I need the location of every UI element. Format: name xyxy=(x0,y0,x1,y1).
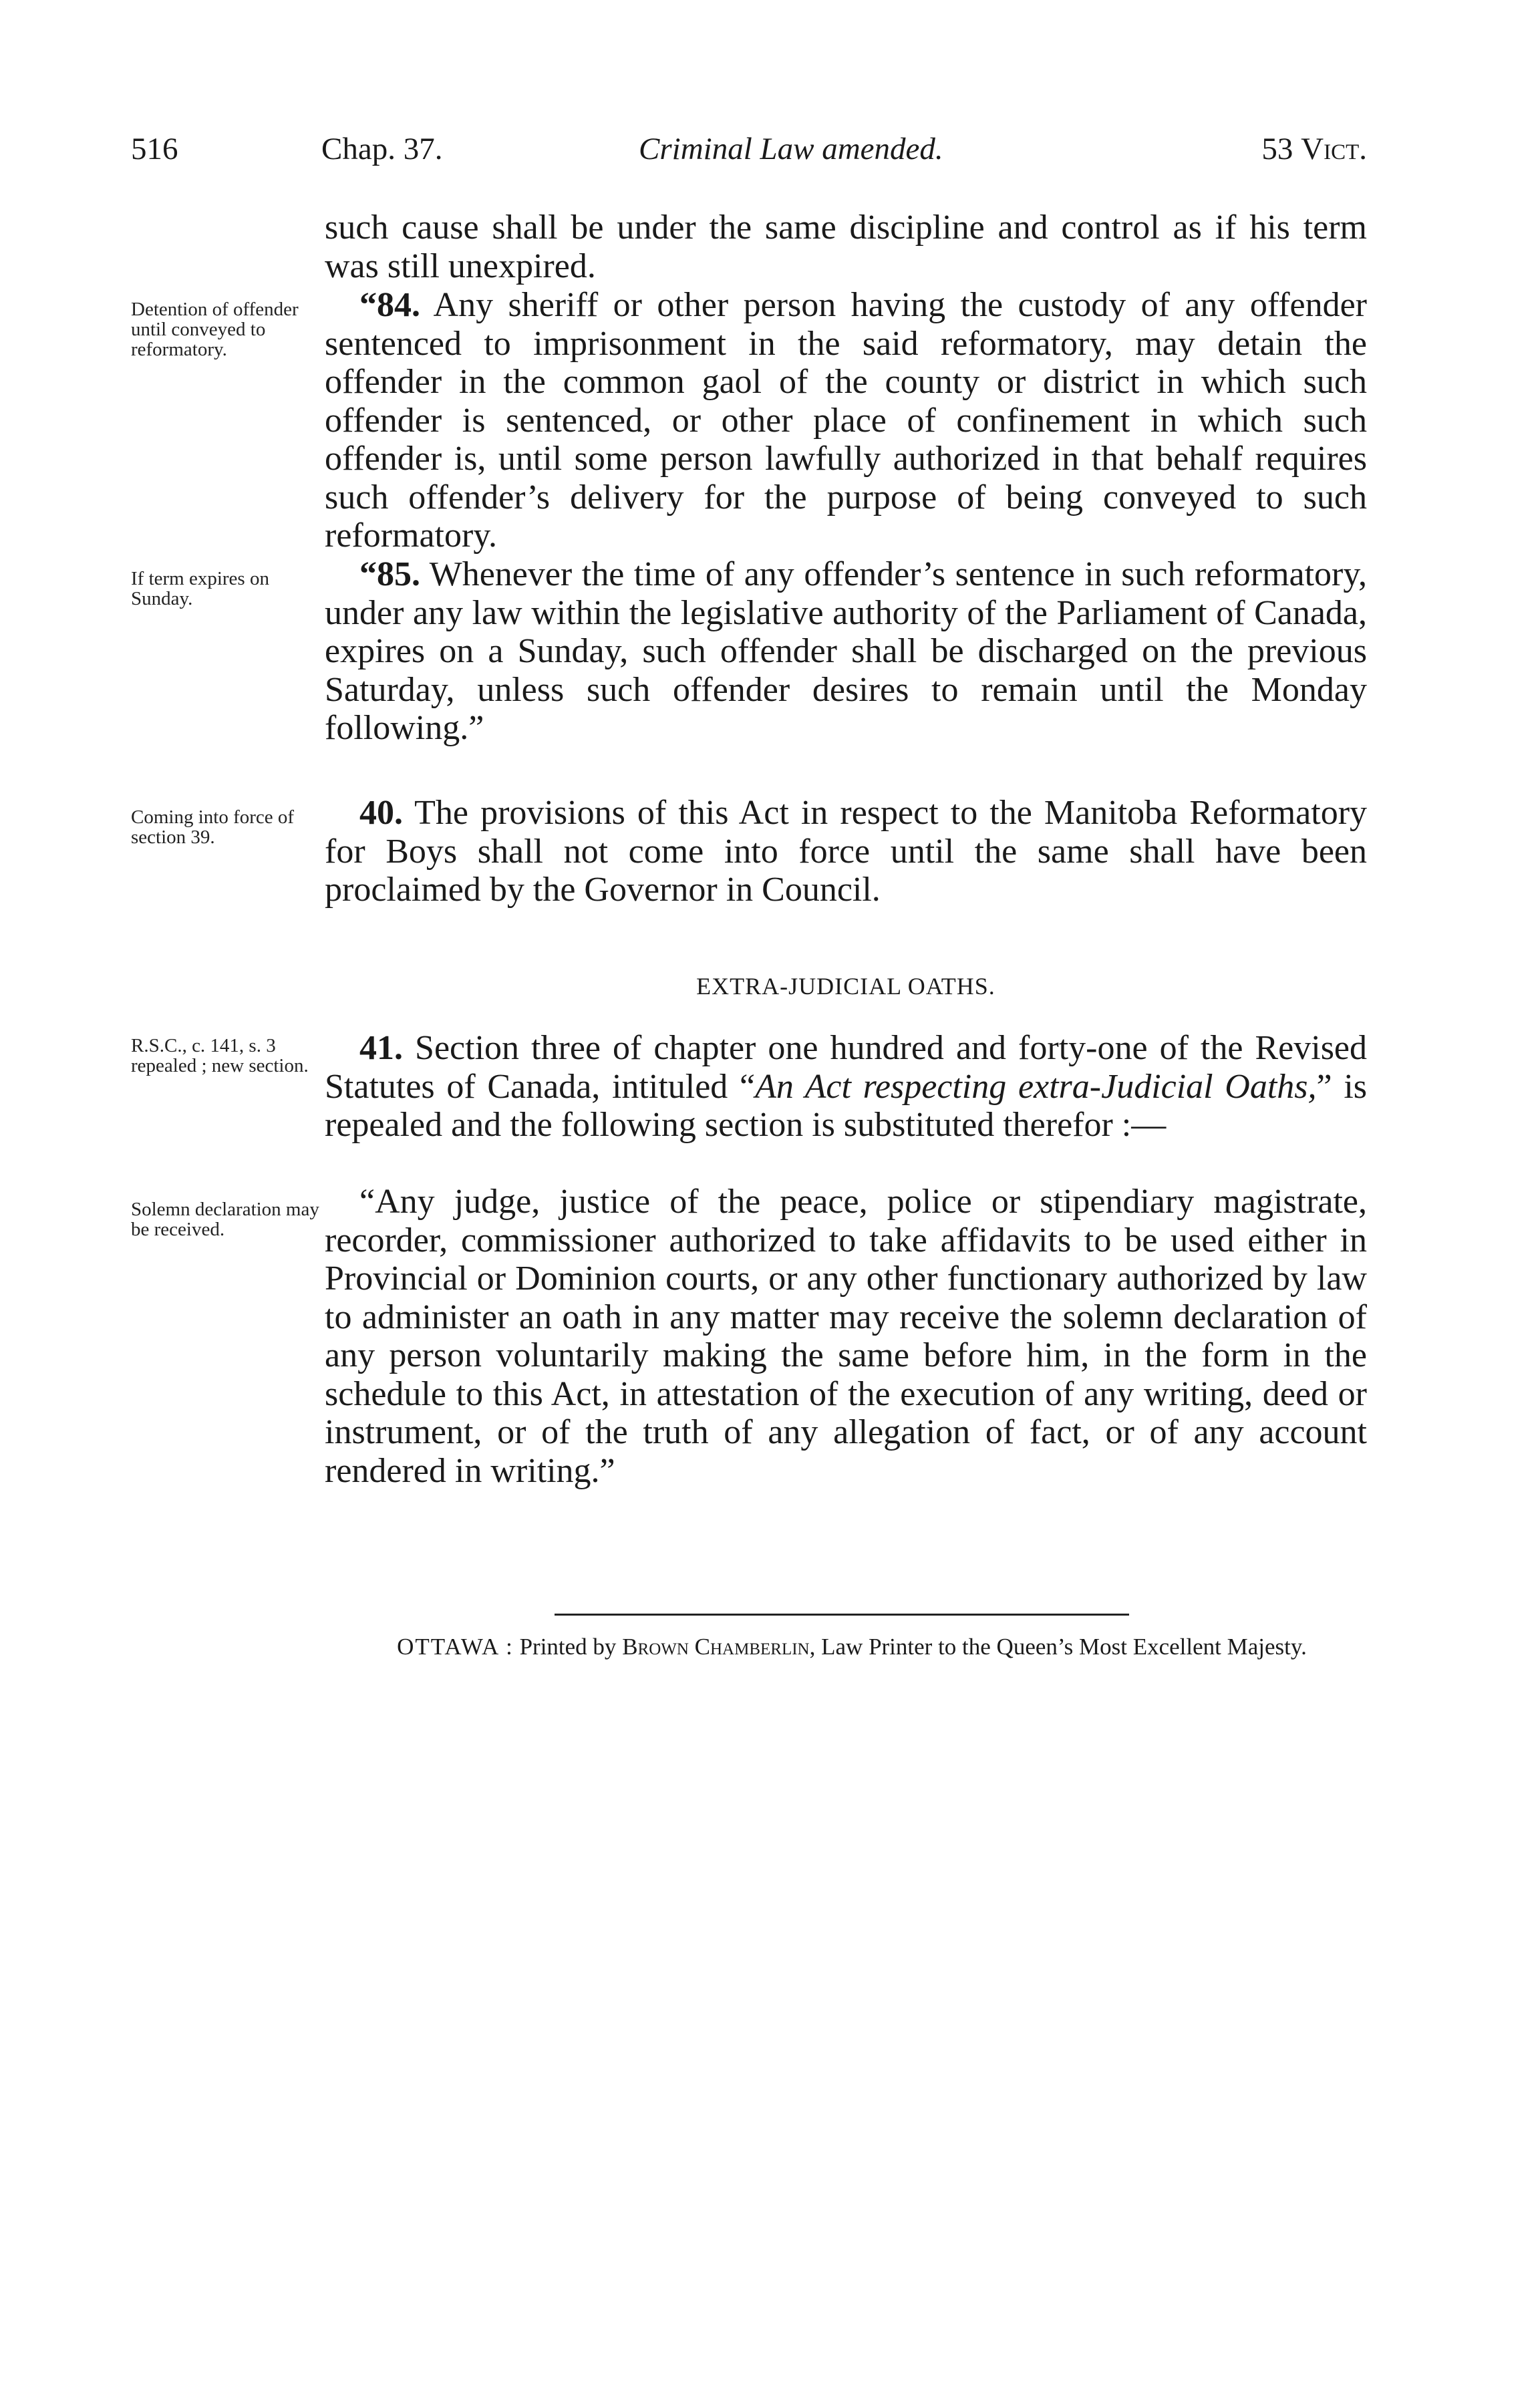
section-40-text: The provisions of this Act in respect to the Manitoba Reformatory for Boys shall not come into force until the same shall have been proclaimed by the Governor in Council. xyxy=(325,794,1368,909)
sidenote-coming-into-force: Coming into force of section 39. xyxy=(131,806,295,848)
printer-imprint xyxy=(334,1634,1370,1660)
section-40-paragraph xyxy=(325,794,1367,909)
session-number: 53 xyxy=(1261,132,1293,166)
oath-paragraph: “Any judge, justice of the peace, police or stipendiary magistrate, recorder, commissioner authorized to take affidavits to be used either in Provincial or Dominion courts, or any other functionary authorized by law to administer an oath in any matter may receive the solemn declaration of any person voluntarily making the same before him, in the form in the schedule to this Act, in attestation of the execution of any writing, deed or instrument, or of the truth of any allegation of fact, or of any account rendered in writing.” xyxy=(325,1183,1367,1490)
section-85-number: “85. xyxy=(359,555,420,593)
running-title: Criminal Law amended. xyxy=(639,132,943,166)
section-41-number: 41. xyxy=(359,1029,403,1067)
section-84-text: Any sheriff or other person having the custody of any offender sentenced to imprisonment in the said reformatory, may detain the offender in the common gaol of the county or district in which such offender is sentenced, or other place of confinement in which such offender is, until some person lawfully authorized in that behalf requires such offender’s delivery for the purpose of being conveyed to such reformatory. xyxy=(325,286,1367,555)
section-85-paragraph xyxy=(325,555,1367,748)
session-regnal: Vict. xyxy=(1301,132,1367,166)
imprint-text-b: Law Printer to the Queen’s Most Excellent Majesty. xyxy=(821,1634,1307,1660)
section-41-text-a: Section three of chapter one hundred and forty-one of the Revised Statutes of Canada, intituled “ xyxy=(325,1029,1368,1106)
section-heading: EXTRA-JUDICIAL OATHS. xyxy=(696,973,995,1000)
section-40-number: 40. xyxy=(359,794,403,832)
section-84-number: “84. xyxy=(359,286,420,324)
section-41-paragraph xyxy=(325,1029,1367,1145)
sidenote-term-expires: If term expires on Sunday. xyxy=(131,568,269,609)
chapter-label: Chap. 37. xyxy=(321,132,443,166)
sidenote-solemn-declaration: Solemn declaration may be received. xyxy=(131,1199,319,1240)
running-header xyxy=(131,131,1367,174)
section-84-paragraph xyxy=(325,286,1367,555)
imprint-printer-name: Brown Chamberlin, xyxy=(622,1634,816,1660)
page-number: 516 xyxy=(131,132,178,166)
section-41-text-b: ” is repealed and the following section is substituted therefor :— xyxy=(325,1067,1368,1144)
section-41-act-title: An Act respecting extra-Judicial Oaths, xyxy=(755,1067,1317,1106)
imprint-text-a: Printed by xyxy=(519,1634,617,1660)
closing-rule xyxy=(555,1614,1129,1616)
section-85-text: Whenever the time of any offender’s sentence in such reformatory, under any law within the legislative authority of the Parliament of Canada, expires on a Sunday, such offender shall be discharged on the previous Saturday, unless such offender desires to remain until the Monday following.” xyxy=(325,555,1367,747)
session-label xyxy=(1261,131,1367,167)
continuation-paragraph: such cause shall be under the same discipline and control as if his term was still unexpired. xyxy=(325,208,1367,285)
sidenote-rsc: R.S.C., c. 141, s. 3 repealed ; new section. xyxy=(131,1035,309,1076)
sidenote-detention: Detention of offender until conveyed to reformatory. xyxy=(131,299,299,360)
imprint-place: OTTAWA : xyxy=(397,1634,514,1660)
